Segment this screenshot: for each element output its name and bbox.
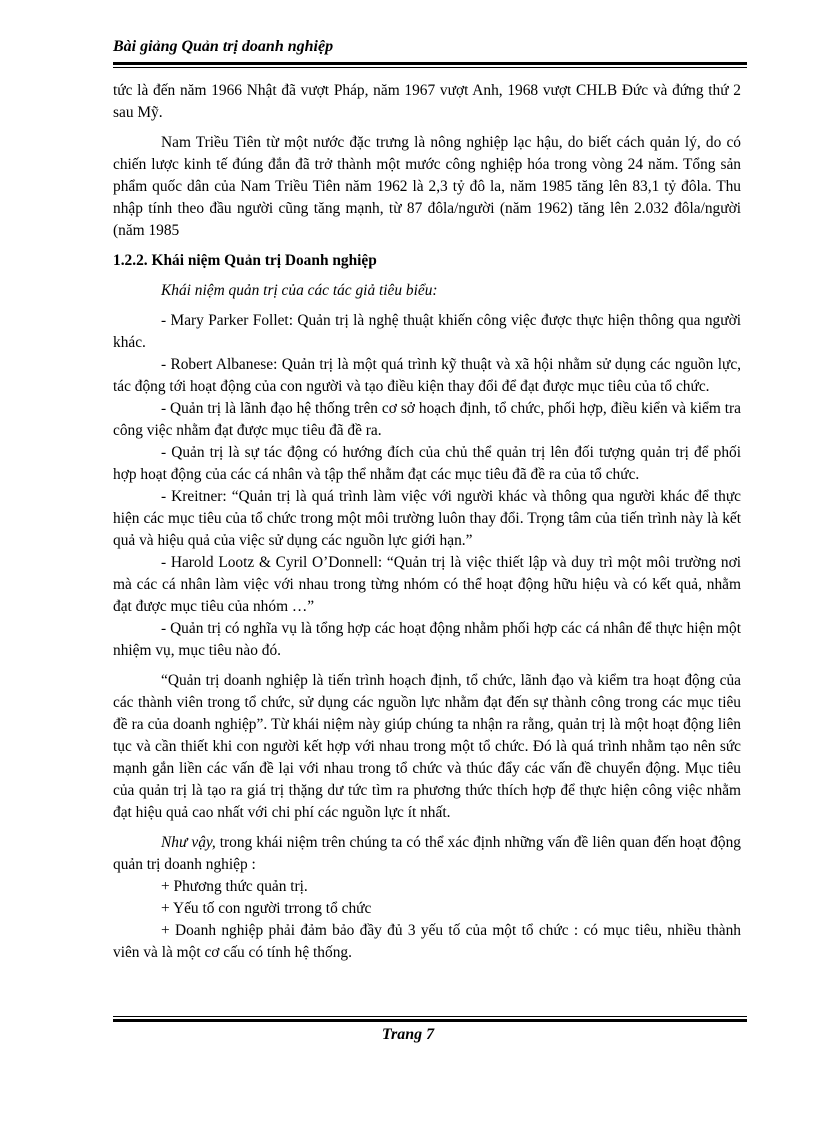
definition-lootz-odonnell: - Harold Lootz & Cyril O’Donnell: “Quản trị là việc thiết lập và duy trì một môi trường nơi mà các cá nhân làm việc với nhau trong từng nhóm có thể hoạt động hữu hiệu và có kết quả, nhằm đạt được mục tiêu của nhóm …” (113, 554, 741, 615)
definition-follet: - Mary Parker Follet: Quản trị là nghệ thuật khiến công việc được thực hiện thông qua người khác. (113, 312, 741, 351)
section-heading: 1.2.2. Khái niệm Quản trị Doanh nghiệp (113, 252, 377, 269)
list-item-organization: + Doanh nghiệp phải đảm bảo đầy đủ 3 yếu tố của một tổ chức : có mục tiêu, nhiều thành viên và là một cơ cấu có tính hệ thống. (113, 922, 741, 961)
paragraph-japan: tức là đến năm 1966 Nhật đã vượt Pháp, năm 1967 vượt Anh, 1968 vượt CHLB Đức và đứng thứ 2 sau Mỹ. (113, 82, 741, 121)
definition-kreitner: - Kreitner: “Quản trị là quá trình làm việc với người khác và thông qua người khác để thực hiện các mục tiêu của tổ chức trong một môi trường luôn thay đổi. Trọng tâm của tiến trình này là kết quả và hiệu quả của việc sử dụng các nguồn lực giới hạn.” (113, 488, 741, 549)
paragraph-business-management: “Quản trị doanh nghiệp là tiến trình hoạch định, tổ chức, lãnh đạo và kiểm tra hoạt động của các thành viên trong tổ chức, sử dụng các nguồn lực nhằm đạt đến sự thành công trong các mục tiêu đề ra của doanh nghiệp”. Từ khái niệm này giúp chúng ta nhận ra rằng, quản trị là một hoạt động liên tục và cần thiết khi con người kết hợp với nhau trong một tổ chức. Đó là quá trình nhằm tạo nên sức mạnh gắn liền các vấn đề lại với nhau trong tổ chức và thúc đẩy các vấn đề chuyển động. Mục tiêu của quản trị là tạo ra giá trị thặng dư tức tìm ra phương thức thích hợp để thực hiện công việc nhằm đạt hiệu quả cao nhất với chi phí các nguồn lực ít nhất. (113, 672, 741, 821)
definition-albanese: - Robert Albanese: Quản trị là một quá trình kỹ thuật và xã hội nhằm sử dụng các nguồn lực, tác động tới hoạt động của con người và tạo điều kiện thay đổi để đạt được mục tiêu của tổ chức. (113, 356, 741, 395)
page-body (113, 80, 741, 964)
conclusion-text: trong khái niệm trên chúng ta có thể xác định những vấn đề liên quan đến hoạt động quản trị doanh nghiệp : (113, 834, 741, 873)
paragraph-conclusion (113, 832, 741, 876)
definition-duty: - Quản trị có nghĩa vụ là tổng hợp các hoạt động nhằm phối hợp các cá nhân để thực hiện một nhiệm vụ, mục tiêu nào đó. (113, 620, 741, 659)
definition-impact: - Quản trị là sự tác động có hướng đích của chủ thể quản trị lên đối tượng quản trị để phối hợp hoạt động của các cá nhân và tập thể nhằm đạt các mục tiêu đã đề ra của tổ chức. (113, 444, 741, 483)
footer-double-rule (113, 1016, 747, 1022)
list-item-people: + Yếu tố con người trrong tổ chức (161, 900, 372, 917)
list-item-method: + Phương thức quản trị. (161, 878, 308, 895)
header-double-rule (113, 62, 747, 68)
conclusion-lead: Như vậy, (161, 834, 216, 851)
page-number: Trang 7 (381, 1026, 435, 1043)
paragraph-korea: Nam Triều Tiên từ một nước đặc trưng là nông nghiệp lạc hậu, do biết cách quản lý, do có chiến lược kinh tế đúng đắn đã trở thành một mước công nghiệp hóa trong vòng 24 năm. Tổng sản phẩm quốc dân của Nam Triều Tiên năm 1962 là 2,3 tỷ đô la, năm 1985 tăng lên 83,1 tỷ đôla. Thu nhập tính theo đầu người cũng tăng mạnh, từ 87 đôla/người (năm 1962) tăng lên 2.032 đôla/người (năm 1985 (113, 134, 741, 239)
definition-leadership: - Quản trị là lãnh đạo hệ thống trên cơ sở hoạch định, tổ chức, phối hợp, điều kiển và kiểm tra công việc nhằm đạt được mục tiêu đã đề ra. (113, 400, 741, 439)
page-header-title: Bài giảng Quản trị doanh nghiệp (113, 38, 334, 55)
sub-heading: Khái niệm quản trị của các tác giả tiêu biểu: (161, 282, 438, 299)
